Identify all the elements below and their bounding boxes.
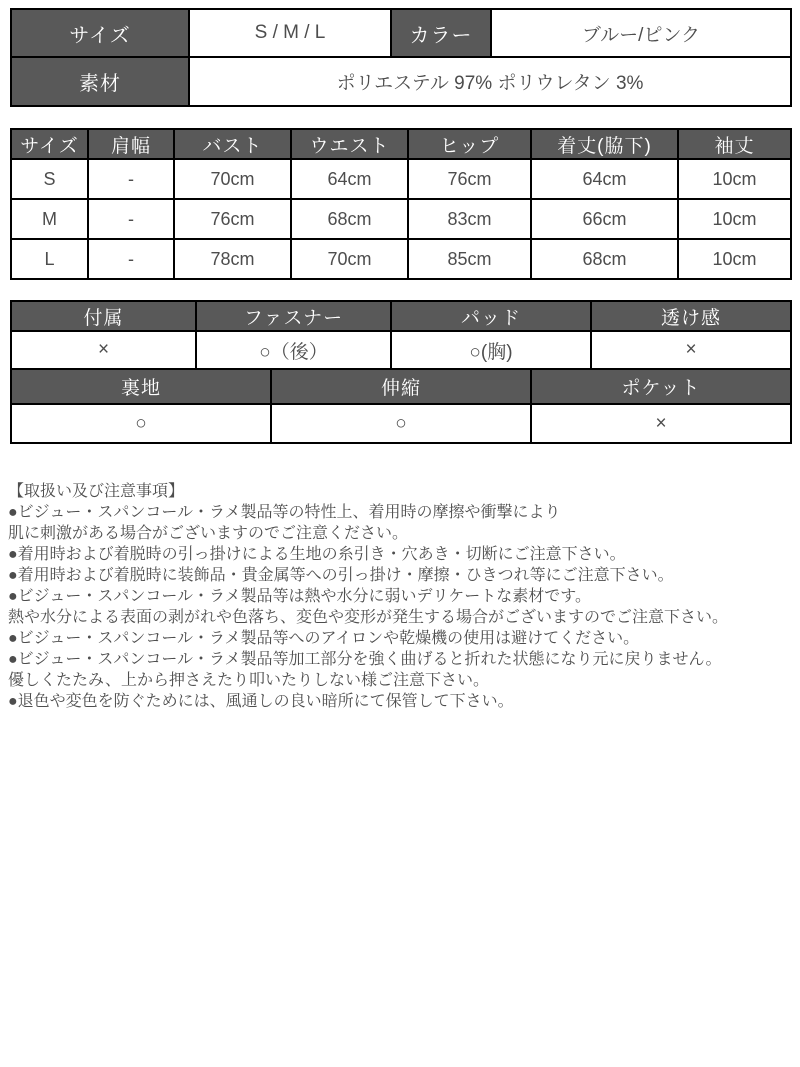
care-note-line: ●ビジュー・スパンコール・ラメ製品等へのアイロンや乾燥機の使用は避けてください。	[8, 630, 640, 647]
value-pad: ○(胸)	[391, 331, 591, 369]
size-value-cell: S / M / L	[189, 9, 391, 57]
care-note-line: 優しくたたみ、上から押さえたり叩いたりしない様ご注意下さい。	[8, 672, 489, 689]
cell-s-bust: 70cm	[174, 159, 291, 199]
features-value-row-1	[11, 331, 791, 369]
cell-l-waist: 70cm	[291, 239, 408, 279]
care-note-line: 熱や水分による表面の剥がれや色落ち、変色や変形が発生する場合がございますのでご注意下さい。	[8, 609, 729, 626]
header-hip: ヒップ	[408, 129, 531, 159]
color-value-cell: ブルー/ピンク	[491, 9, 791, 57]
cell-m-length: 66cm	[531, 199, 678, 239]
care-note-line: ●ビジュー・スパンコール・ラメ製品等は熱や水分に弱いデリケートな素材です。	[8, 588, 591, 605]
header-size: サイズ	[11, 129, 88, 159]
size-chart-header-row	[11, 129, 791, 159]
size-row-l	[11, 239, 791, 279]
features-table-top	[10, 300, 792, 370]
cell-s-sleeve: 10cm	[678, 159, 791, 199]
value-stretch: ○	[271, 404, 531, 443]
color-label-cell: カラー	[391, 9, 491, 57]
cell-m-shoulder: -	[88, 199, 174, 239]
cell-s-length: 64cm	[531, 159, 678, 199]
cell-s-hip: 76cm	[408, 159, 531, 199]
header-waist: ウエスト	[291, 129, 408, 159]
care-notes-title: 【取扱い及び注意事項】	[8, 483, 185, 500]
material-value-cell: ポリエステル 97% ポリウレタン 3%	[189, 57, 791, 106]
cell-m-waist: 68cm	[291, 199, 408, 239]
cell-l-length: 68cm	[531, 239, 678, 279]
features-value-row-2	[11, 404, 791, 443]
header-stretch: 伸縮	[271, 369, 531, 404]
cell-l-shoulder: -	[88, 239, 174, 279]
spec-row-material	[11, 57, 791, 106]
header-shoulder: 肩幅	[88, 129, 174, 159]
cell-m-size: M	[11, 199, 88, 239]
cell-l-size: L	[11, 239, 88, 279]
value-lining: ○	[11, 404, 271, 443]
value-fastener: ○（後）	[196, 331, 391, 369]
cell-s-size: S	[11, 159, 88, 199]
header-length: 着丈(脇下)	[531, 129, 678, 159]
cell-s-waist: 64cm	[291, 159, 408, 199]
cell-m-sleeve: 10cm	[678, 199, 791, 239]
care-note-line: ●退色や変色を防ぐためには、風通しの良い暗所にて保管して下さい。	[8, 693, 514, 710]
cell-l-sleeve: 10cm	[678, 239, 791, 279]
header-pocket: ポケット	[531, 369, 791, 404]
care-note-line: ●ビジュー・スパンコール・ラメ製品等の特性上、着用時の摩擦や衝撃により	[8, 504, 561, 521]
care-note-line: ●着用時および着脱時の引っ掛けによる生地の糸引き・穴あき・切断にご注意下さい。	[8, 546, 626, 563]
care-notes	[8, 481, 794, 712]
care-note-line: ●ビジュー・スパンコール・ラメ製品等加工部分を強く曲げると折れた状態になり元に戻りません。	[8, 651, 722, 668]
value-pocket: ×	[531, 404, 791, 443]
header-lining: 裏地	[11, 369, 271, 404]
header-bust: バスト	[174, 129, 291, 159]
header-fastener: ファスナー	[196, 301, 391, 331]
value-sheerness: ×	[591, 331, 791, 369]
features-header-row-2	[11, 369, 791, 404]
header-pad: パッド	[391, 301, 591, 331]
cell-l-bust: 78cm	[174, 239, 291, 279]
header-accessories: 付属	[11, 301, 196, 331]
spec-table	[10, 8, 792, 107]
size-chart-table	[10, 128, 792, 280]
header-sleeve: 袖丈	[678, 129, 791, 159]
cell-s-shoulder: -	[88, 159, 174, 199]
cell-m-hip: 83cm	[408, 199, 531, 239]
size-label-cell: サイズ	[11, 9, 189, 57]
size-row-m	[11, 199, 791, 239]
cell-l-hip: 85cm	[408, 239, 531, 279]
material-label-cell: 素材	[11, 57, 189, 106]
care-note-line: 肌に刺激がある場合がございますのでご注意ください。	[8, 525, 409, 542]
features-header-row-1	[11, 301, 791, 331]
cell-m-bust: 76cm	[174, 199, 291, 239]
size-row-s	[11, 159, 791, 199]
care-note-line: ●着用時および着脱時に装飾品・貴金属等への引っ掛け・摩擦・ひきつれ等にご注意下さい。	[8, 567, 674, 584]
header-sheerness: 透け感	[591, 301, 791, 331]
value-accessories: ×	[11, 331, 196, 369]
features-table-bottom	[10, 368, 792, 444]
spec-row-size-color	[11, 9, 791, 57]
